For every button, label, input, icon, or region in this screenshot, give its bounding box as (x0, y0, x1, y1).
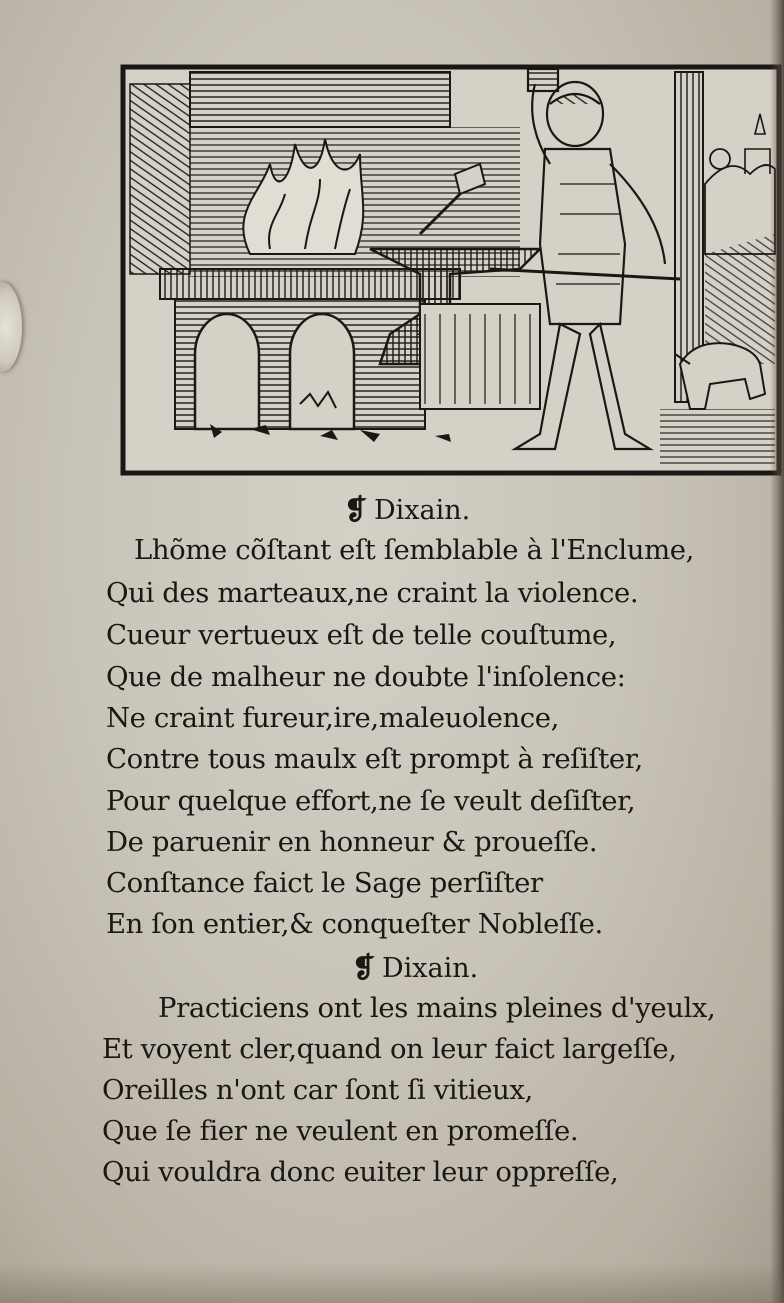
section1-line-4: Que de malheur ne doubte l'inſolence: (106, 661, 626, 693)
section1-line-9: Conſtance faict le Sage perſiſter (106, 867, 543, 899)
woodcut-illustration (120, 64, 782, 476)
section2-line-1: Practiciens ont les mains pleines d'yeulx, (158, 992, 716, 1024)
section1-line-8: De paruenir en honneur & proueſſe. (106, 826, 598, 858)
section1-heading-text: Dixain. (374, 495, 471, 526)
page-bottom-shadow (0, 1263, 784, 1303)
section1-line-6: Contre tous maulx eſt prompt à reſiſter, (106, 743, 643, 775)
section2-heading (352, 948, 478, 989)
pilcrow-icon: ❡ (352, 951, 370, 984)
section2-line-5: Qui vouldra donc euiter leur oppreſſe, (102, 1156, 619, 1188)
section2-heading-text: Dixain. (382, 953, 479, 984)
section2-line-4: Que ſe fier ne veulent en promeſſe. (102, 1115, 579, 1147)
section1-line-10: En ſon entier,& conqueſter Nobleſſe. (106, 908, 603, 940)
section2-line-3: Oreilles n'ont car ſont ſi vitieux, (102, 1074, 533, 1106)
section1-line-3: Cueur vertueux eſt de telle couſtume, (106, 619, 617, 651)
section1-heading (344, 490, 470, 531)
section1-line-5: Ne craint fureur,ire,maleuolence, (106, 702, 559, 734)
section1-line-7: Pour quelque effort,ne ſe veult deſiſter, (106, 785, 636, 817)
section1-line-2: Qui des marteaux,ne craint la violence. (106, 577, 639, 609)
section1-line-1: Lhõme cõſtant eſt ſemblable à l'Enclume, (134, 534, 694, 566)
section2-line-2: Et voyent cler,quand on leur faict largeſſe, (102, 1033, 677, 1065)
binding-hole (0, 282, 22, 372)
pilcrow-icon: ❡ (344, 493, 362, 526)
page-edge-shadow (770, 0, 784, 1303)
